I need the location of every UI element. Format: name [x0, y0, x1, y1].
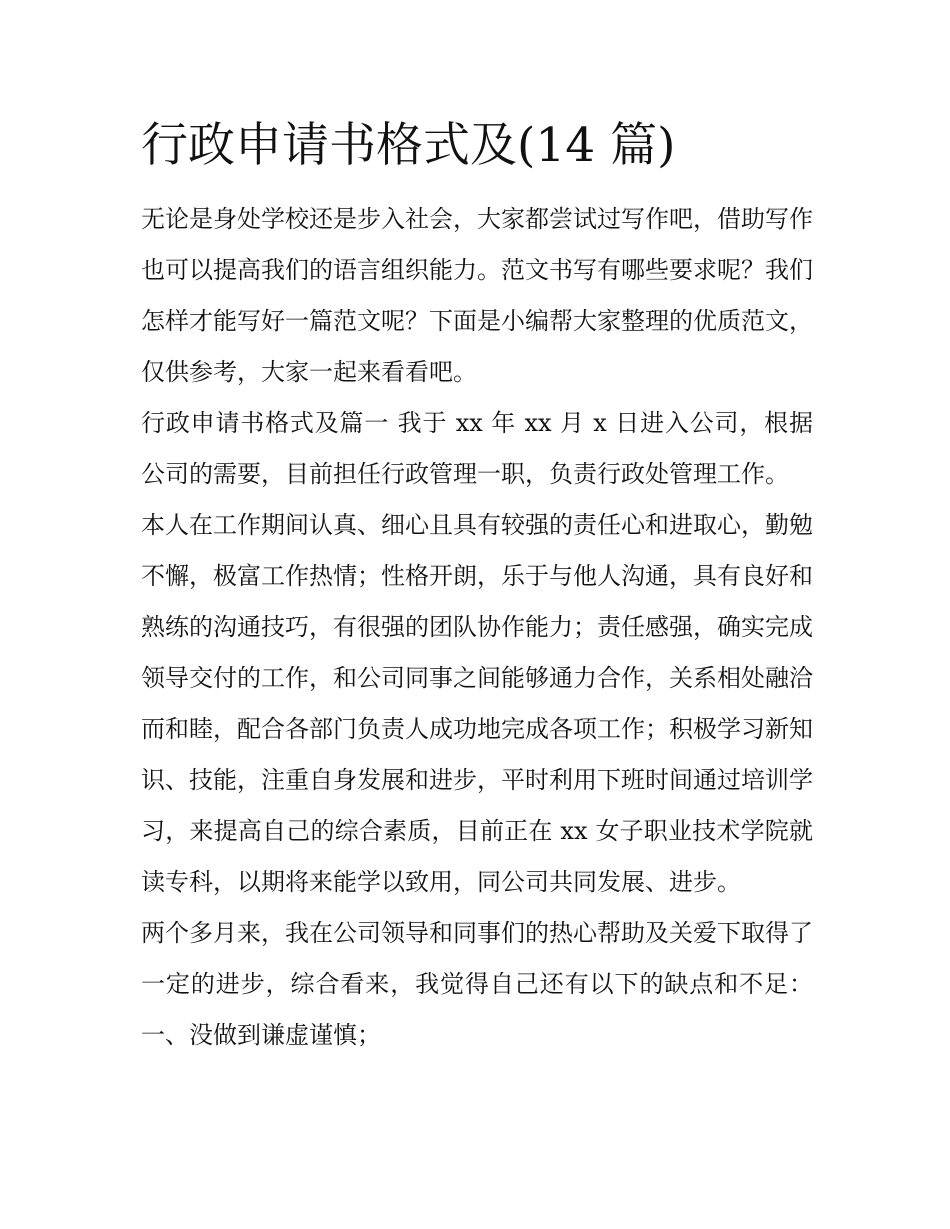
- paragraph-article-one-opening: 行政申请书格式及篇一 我于 xx 年 xx 月 x 日进入公司，根据公司的需要，目前担任行政管理一职，负责行政处管理工作。: [141, 409, 813, 488]
- paragraph-intro: 无论是身处学校还是步入社会，大家都尝试过写作吧，借助写作也可以提高我们的语言组织能力。范文书写有哪些要求呢？我们怎样才能写好一篇范文呢？下面是小编帮大家整理的优质范文，仅供参考，大家一起来看看吧。: [141, 205, 813, 386]
- document-page: [141, 112, 813, 1061]
- paragraph-shortcomings: 两个多月来，我在公司领导和同事们的热心帮助及关爱下取得了一定的进步，综合看来，我觉得自己还有以下的缺点和不足： 一、没做到谦虚谨慎；: [141, 919, 813, 1049]
- document-title: 行政申请书格式及(14 篇): [141, 118, 676, 173]
- paragraph-work-performance: 本人在工作期间认真、细心且具有较强的责任心和进取心，勤勉不懈，极富工作热情；性格开朗，乐于与他人沟通，具有良好和熟练的沟通技巧，有很强的团队协作能力；责任感强，确实完成领导交付的工作，和公司同事之间能够通力合作，关系相处融洽而和睦，配合各部门负责人成功地完成各项工作；积极学习新知识、技能，注重自身发展和进步，平时利用下班时间通过培训学习，来提高自己的综合素质，目前正在 xx 女子职业技术学院就读专科，以期将来能学以致用，同公司共同发展、进步。: [141, 511, 813, 896]
